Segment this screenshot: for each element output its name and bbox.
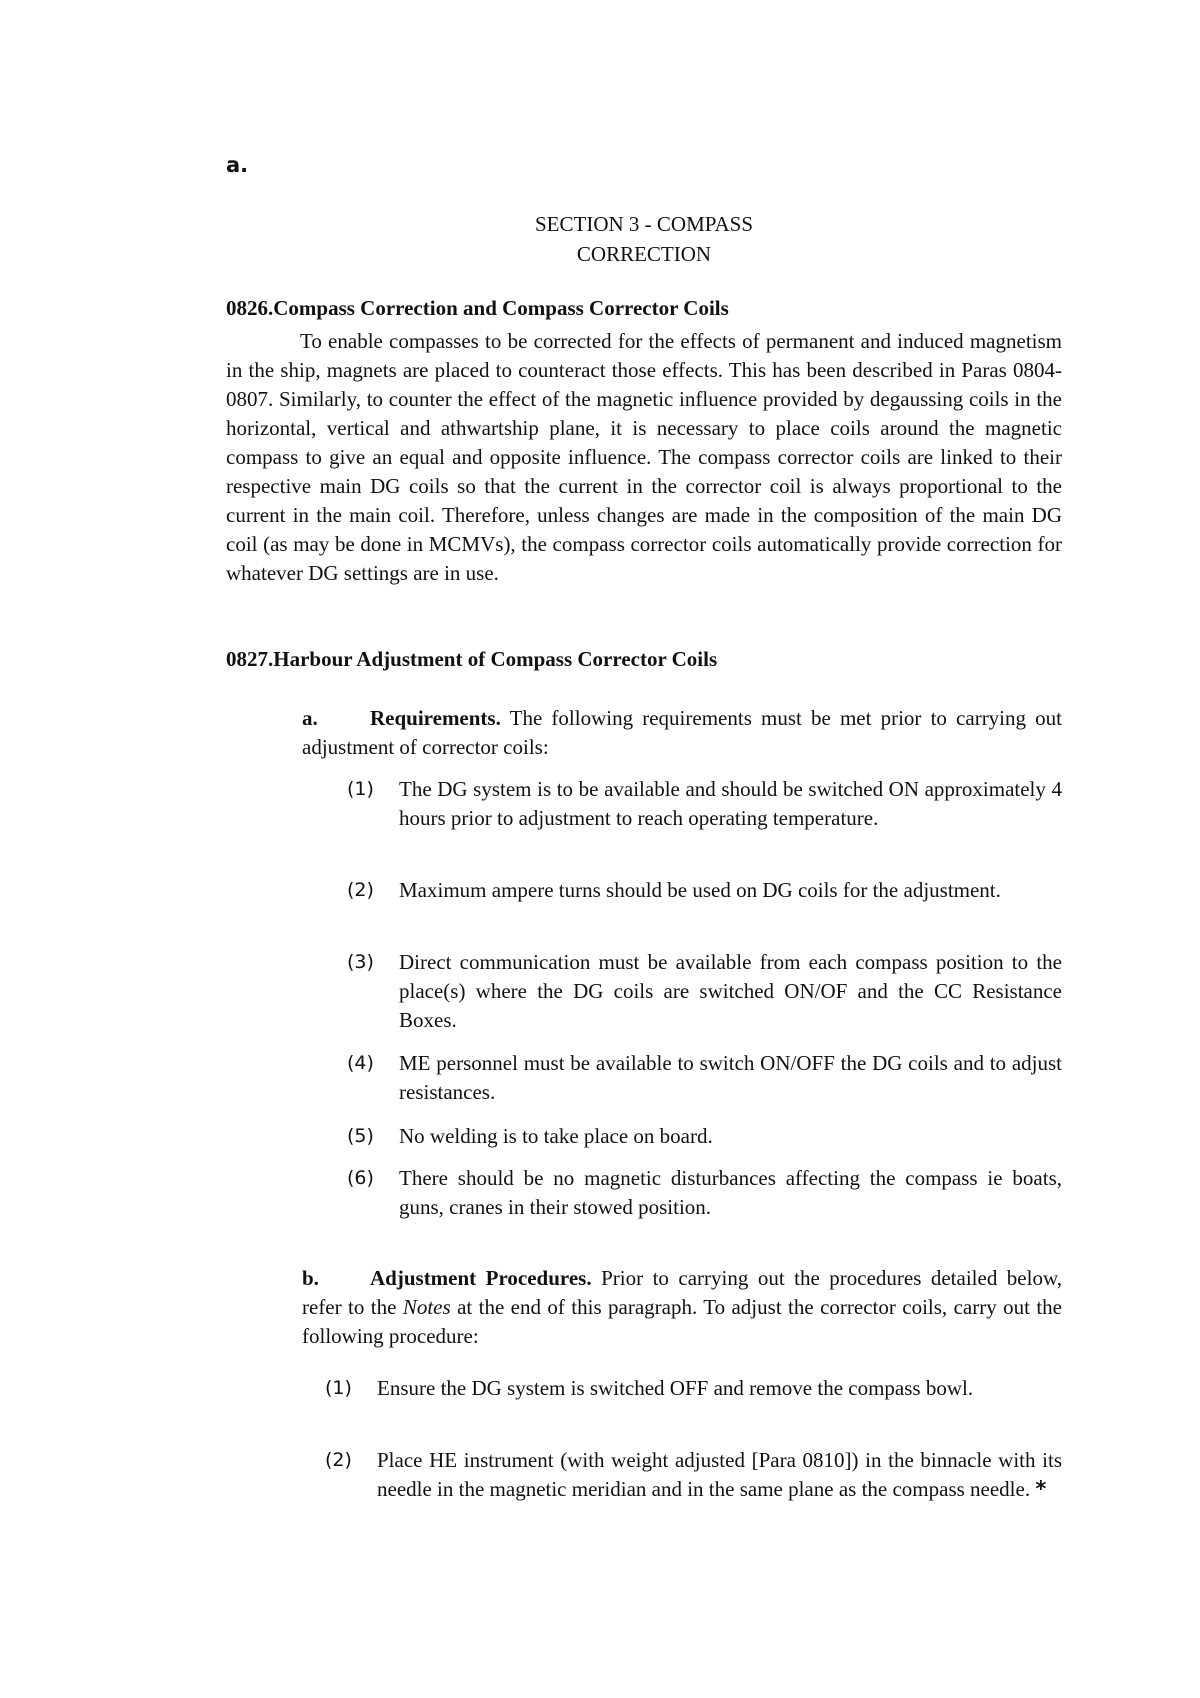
list-item-number: (2) xyxy=(325,1449,352,1471)
para-0826-heading: 0826.Compass Correction and Compass Corrector Coils xyxy=(226,296,729,320)
list-item-number: (4) xyxy=(347,1052,374,1074)
list-item xyxy=(325,1374,1062,1403)
list-item xyxy=(347,876,1062,905)
subpara-b xyxy=(302,1264,1062,1351)
para-0827-heading: 0827.Harbour Adjustment of Compass Corrector Coils xyxy=(226,647,718,671)
list-item-text: There should be no magnetic disturbances affecting the compass ie boats, guns, cranes in their stowed position. xyxy=(399,1166,1062,1219)
top-marker: a. xyxy=(226,153,249,177)
list-item-text: ME personnel must be available to switch ON/OFF the DG coils and to adjust resistances. xyxy=(399,1051,1062,1104)
list-item-text: Ensure the DG system is switched OFF and remove the compass bowl. xyxy=(377,1376,974,1400)
list-item-text: Direct communication must be available from each compass position to the place(s) where the DG coils are switched ON/OF and the CC Resistance Boxes. xyxy=(399,950,1062,1032)
list-item-number: (3) xyxy=(347,951,374,973)
list-item xyxy=(347,1164,1062,1222)
list-item-text: Maximum ampere turns should be used on DG coils for the adjustment. xyxy=(399,878,1001,902)
list-item xyxy=(347,1122,1062,1151)
list-item-number: (5) xyxy=(347,1125,374,1147)
list-item-number: (2) xyxy=(347,879,374,901)
subpara-b-text-before: Prior to carrying out the procedures detailed below, refer to the xyxy=(302,1266,1063,1319)
list-item xyxy=(347,775,1062,833)
subpara-a xyxy=(302,704,1062,762)
list-item-text-body: Place HE instrument (with weight adjusted [Para 0810]) in the binnacle with its needle in the magnetic meridian and in the same plane as the compass needle. xyxy=(377,1448,1062,1501)
list-item xyxy=(347,948,1062,1035)
list-item-number: (1) xyxy=(347,778,374,800)
section-title-line-2: CORRECTION xyxy=(576,242,712,266)
list-item-text: No welding is to take place on board. xyxy=(399,1124,713,1148)
footnote-asterisk: * xyxy=(1035,1477,1047,1501)
list-item-number: (1) xyxy=(325,1377,352,1399)
subpara-a-text: The following requirements must be met prior to carrying out adjustment of corrector coils: xyxy=(302,706,1063,759)
section-title-line-1: SECTION 3 - COMPASS xyxy=(534,212,754,236)
subpara-a-label: a. xyxy=(302,706,318,730)
list-item-number: (6) xyxy=(347,1167,374,1189)
subpara-b-title: Adjustment Procedures. xyxy=(370,1266,592,1290)
list-item xyxy=(347,1049,1062,1107)
para-0826-body: To enable compasses to be corrected for the effects of permanent and induced magnetism in the ship, magnets are placed to counteract those effects. This has been described in Paras 0804-0807. Similarly, to counter the effect of the magnetic influence provided by degaussing coils in the horizontal, vertical and athwartship plane, it is necessary to place coils around the magnetic compass to give an equal and opposite influence. The compass corrector coils are linked to their respective main DG coils so that the current in the corrector coil is always proportional to the current in the main coil. Therefore, unless changes are made in the composition of the main DG coil (as may be done in MCMVs), the compass corrector coils automatically provide correction for whatever DG settings are in use. xyxy=(226,329,1062,585)
list-item-text: The DG system is to be available and should be switched ON approximately 4 hours prior to adjustment to reach operating temperature. xyxy=(399,777,1062,830)
subpara-b-label: b. xyxy=(302,1266,319,1290)
subpara-b-text-after: at the end of this paragraph. To adjust the corrector coils, carry out the following procedure: xyxy=(302,1295,1062,1348)
subpara-a-title: Requirements. xyxy=(370,706,501,730)
section-title xyxy=(226,209,1062,269)
subpara-b-notes-emphasis: Notes xyxy=(402,1295,451,1319)
list-item-text xyxy=(377,1446,1062,1504)
list-item xyxy=(325,1446,1062,1504)
